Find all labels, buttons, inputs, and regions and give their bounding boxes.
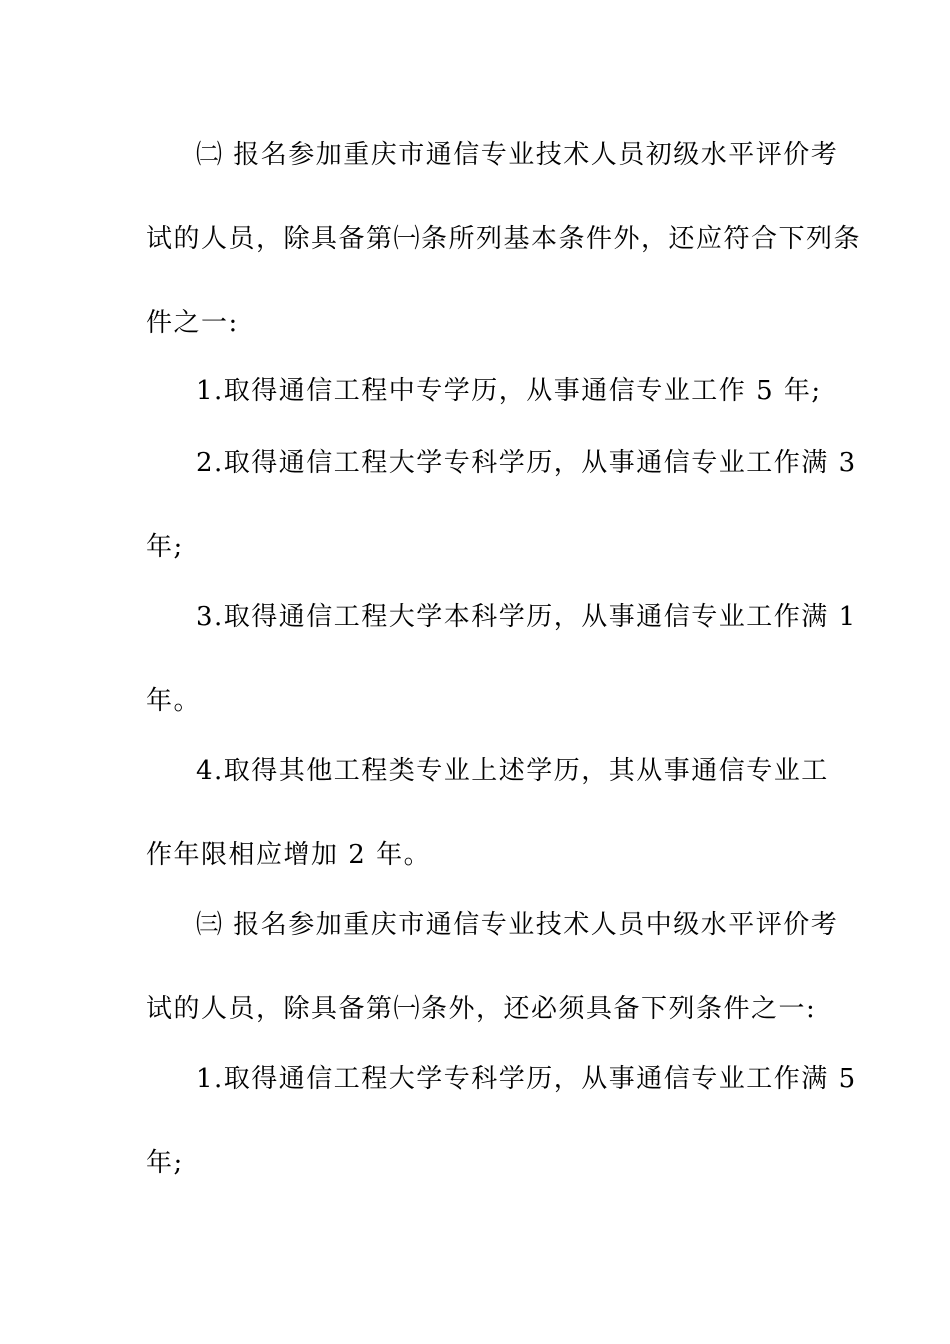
list-item-4-line-1: 4.取得其他工程类专业上述学历，其从事通信专业工 bbox=[196, 756, 829, 786]
paragraph-2-line-2: 试的人员，除具备第㈠条所列基本条件外，还应符合下列条 bbox=[146, 224, 862, 254]
list-item-2-line-2: 年; bbox=[146, 532, 184, 562]
list-item-2-line-1: 2.取得通信工程大学专科学历，从事通信专业工作满 3 bbox=[196, 448, 857, 478]
paragraph-3-line-2: 试的人员，除具备第㈠条外，还必须具备下列条件之一: bbox=[146, 994, 817, 1024]
paragraph-2-line-1: ㈡ 报名参加重庆市通信专业技术人员初级水平评价考 bbox=[196, 140, 839, 170]
list-item-5-line-1: 1.取得通信工程大学专科学历，从事通信专业工作满 5 bbox=[196, 1064, 857, 1094]
list-item-4-line-2: 作年限相应增加 2 年。 bbox=[146, 840, 432, 870]
list-item-5-line-2: 年; bbox=[146, 1148, 184, 1178]
list-item-3-line-1: 3.取得通信工程大学本科学历，从事通信专业工作满 1 bbox=[196, 602, 857, 632]
paragraph-2-line-3: 件之一: bbox=[146, 308, 239, 338]
list-item-3-line-2: 年。 bbox=[146, 686, 202, 716]
paragraph-3-line-1: ㈢ 报名参加重庆市通信专业技术人员中级水平评价考 bbox=[196, 910, 839, 940]
list-item-1: 1.取得通信工程中专学历，从事通信专业工作 5 年; bbox=[196, 376, 822, 406]
